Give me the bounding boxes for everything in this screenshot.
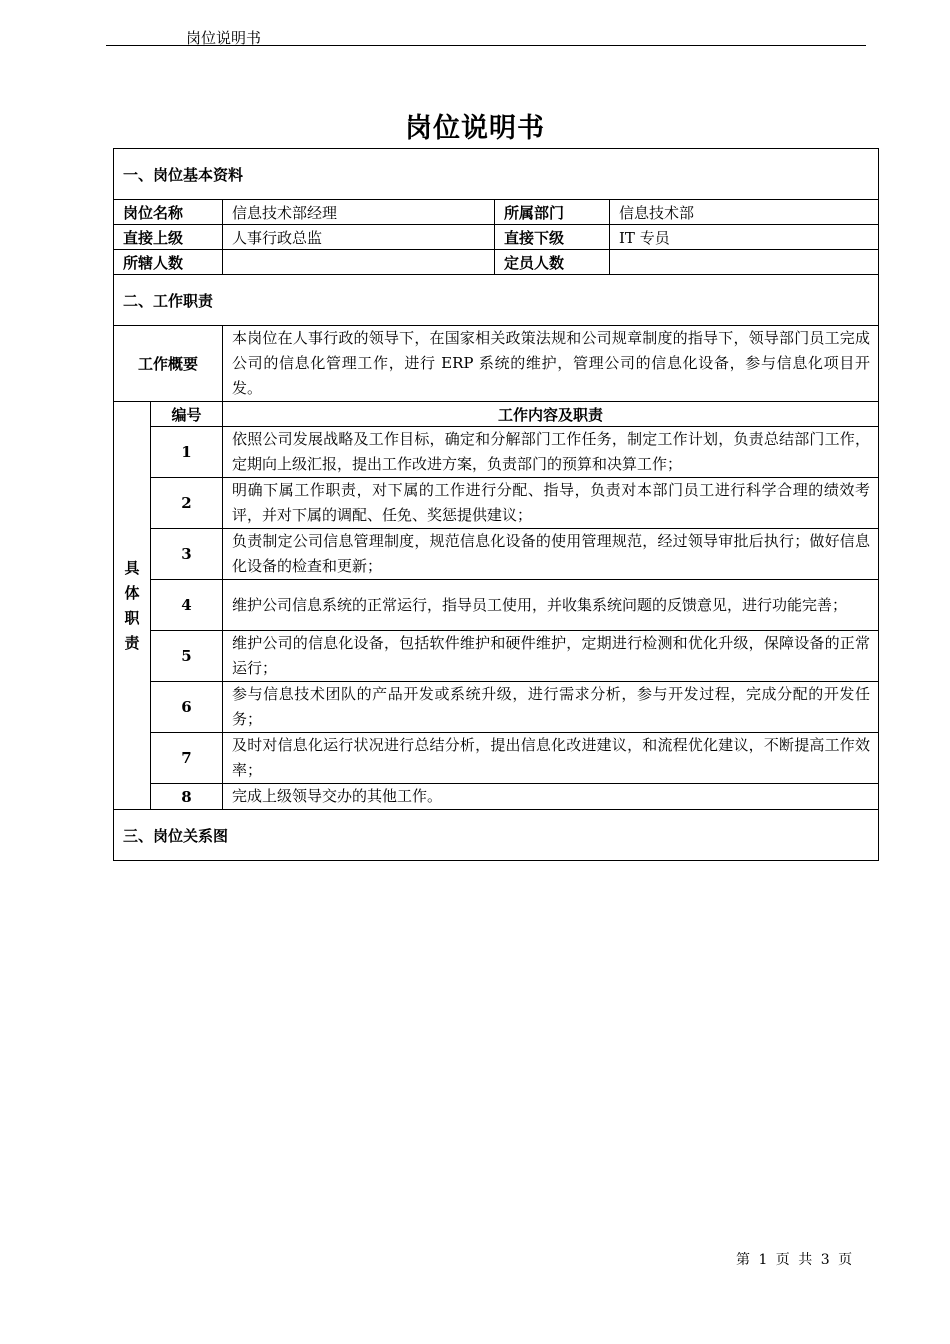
duty-number: 5 [151,631,223,682]
duty-text: 完成上级领导交办的其他工作。 [223,784,879,810]
duty-row [114,733,879,784]
staff-quota-label: 定员人数 [495,250,610,275]
overview-text: 本岗位在人事行政的领导下，在国家相关政策法规和公司规章制度的指导下，领导部门员工完成公司的信息化管理工作，进行 ERP 系统的维护，管理公司的信息化设备，参与信息化项目开发。 [223,326,879,402]
specific-duties-label [114,402,151,810]
duty-number: 8 [151,784,223,810]
page-header-text: 岗位说明书 [186,29,262,47]
duty-number: 3 [151,529,223,580]
duties-label-char: 体 [124,583,140,602]
duty-text: 参与信息技术团队的产品开发或系统升级，进行需求分析，参与开发过程，完成分配的开发任务； [223,682,879,733]
section2-heading: 二、工作职责 [114,275,879,326]
managed-headcount-value [223,250,495,275]
staff-quota-value [610,250,879,275]
info-row [114,225,879,250]
section2-heading-row [114,275,879,326]
duties-label-char: 具 [124,558,140,577]
duty-row [114,682,879,733]
section1-heading-row [114,149,879,200]
position-name-label: 岗位名称 [114,200,223,225]
document-title: 岗位说明书 [405,113,545,144]
duty-text: 依照公司发展战略及工作目标，确定和分解部门工作任务，制定工作计划，负责总结部门工作，定期向上级汇报，提出工作改进方案，负责部门的预算和决算工作； [223,427,879,478]
info-row [114,250,879,275]
duty-number: 2 [151,478,223,529]
duties-label-char: 职 [124,608,140,627]
overview-row [114,326,879,402]
duty-number: 4 [151,580,223,631]
section3-heading: 三、岗位关系图 [114,810,879,861]
duty-text: 维护公司的信息化设备，包括软件维护和硬件维护，定期进行检测和优化升级，保障设备的正常运行； [223,631,879,682]
managed-headcount-label: 所辖人数 [114,250,223,275]
duty-text: 维护公司信息系统的正常运行，指导员工使用，并收集系统问题的反馈意见，进行功能完善； [223,580,879,631]
direct-subordinate-value: IT 专员 [610,225,879,250]
job-description-table [113,148,879,861]
duty-row [114,478,879,529]
section3-heading-row [114,810,879,861]
position-name-value: 信息技术部经理 [223,200,495,225]
info-row [114,200,879,225]
duty-text: 及时对信息化运行状况进行总结分析，提出信息化改进建议，和流程优化建议，不断提高工作效率； [223,733,879,784]
direct-superior-value: 人事行政总监 [223,225,495,250]
section1-heading: 一、岗位基本资料 [114,149,879,200]
column-header-number: 编号 [151,402,223,427]
duty-row [114,631,879,682]
duty-number: 1 [151,427,223,478]
duty-row [114,529,879,580]
direct-subordinate-label: 直接下级 [495,225,610,250]
duties-label-char: 责 [124,633,140,652]
column-header-content: 工作内容及职责 [223,402,879,427]
duties-header-row [114,402,879,427]
department-label: 所属部门 [495,200,610,225]
department-value: 信息技术部 [610,200,879,225]
duty-number: 6 [151,682,223,733]
duty-row [114,580,879,631]
duty-row [114,427,879,478]
duty-text: 明确下属工作职责，对下属的工作进行分配、指导，负责对本部门员工进行科学合理的绩效考评，并对下属的调配、任免、奖惩提供建议； [223,478,879,529]
overview-label: 工作概要 [114,326,223,402]
duty-text: 负责制定公司信息管理制度，规范信息化设备的使用管理规范，经过领导审批后执行；做好信息化设备的检查和更新； [223,529,879,580]
duty-number: 7 [151,733,223,784]
header-divider [106,45,866,46]
page-number-footer: 第 1 页 共 3 页 [736,1252,853,1268]
duty-row [114,784,879,810]
direct-superior-label: 直接上级 [114,225,223,250]
